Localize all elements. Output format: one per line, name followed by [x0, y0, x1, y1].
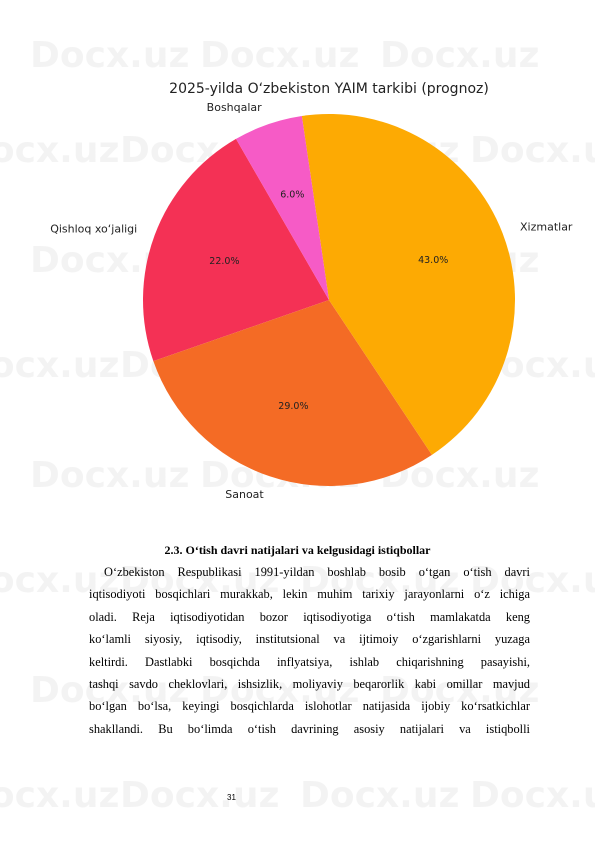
paragraph-line: shakllandi. Bu bo‘limda o‘tish davrining asosiy natijalari va istiqbolli	[89, 721, 530, 736]
slice-percent-label: 43.0%	[418, 255, 449, 267]
slice-percent-label: 6.0%	[280, 189, 305, 201]
watermark-text	[300, 775, 459, 816]
slice-category-label: Qishloq xo‘jaligi	[50, 222, 138, 236]
slice-percent-label: 22.0%	[209, 256, 240, 268]
paragraph-line: tashqi savdo cheklovlari, ishsizlik, moliyaviy beqarorlik kabi omillar mavjud	[89, 677, 530, 691]
paragraph-line: O‘zbekiston Respublikasi 1991-yildan boshlab bosib o‘tgan o‘tish davri	[104, 565, 530, 579]
slice-category-label: Sanoat	[225, 487, 264, 501]
paragraph-line: bo‘lgan bo‘lsa, keyingi bosqichlarda islohotlar natijasida ijobiy ko‘rsatkichlar	[89, 699, 530, 714]
slice-percent-label: 29.0%	[278, 400, 309, 412]
watermark-text	[470, 775, 595, 816]
slice-category-label: Boshqalar	[206, 100, 262, 114]
slice-category-label: Xizmatlar	[520, 220, 573, 234]
paragraph-line: iqtisodiyoti bosqichlari murakkab, lekin muhim tarixiy jarayonlarni o‘z ichiga	[89, 587, 530, 602]
page-number: 31	[227, 793, 236, 802]
section-heading: 2.3. O‘tish davri natijalari va kelgusidagi istiqbollar	[164, 543, 431, 557]
watermark-text	[120, 775, 279, 816]
paragraph-line: oladi. Reja iqtisodiyotidan bozor iqtisodiyotiga o‘tish mamlakatda keng	[89, 609, 530, 624]
paragraph-line: ko‘lamli siyosiy, iqtisodiy, institutsional va ijtimoiy o‘zgarishlarni yuzaga	[89, 632, 530, 647]
paragraph-line: keltirdi. Dastlabki bosqichda inflyatsiya, ishlab chiqarishning pasayishi,	[89, 654, 530, 669]
chart-title: 2025-yilda O‘zbekiston YAIM tarkibi (prognoz)	[169, 81, 489, 97]
watermark-text	[0, 775, 119, 816]
